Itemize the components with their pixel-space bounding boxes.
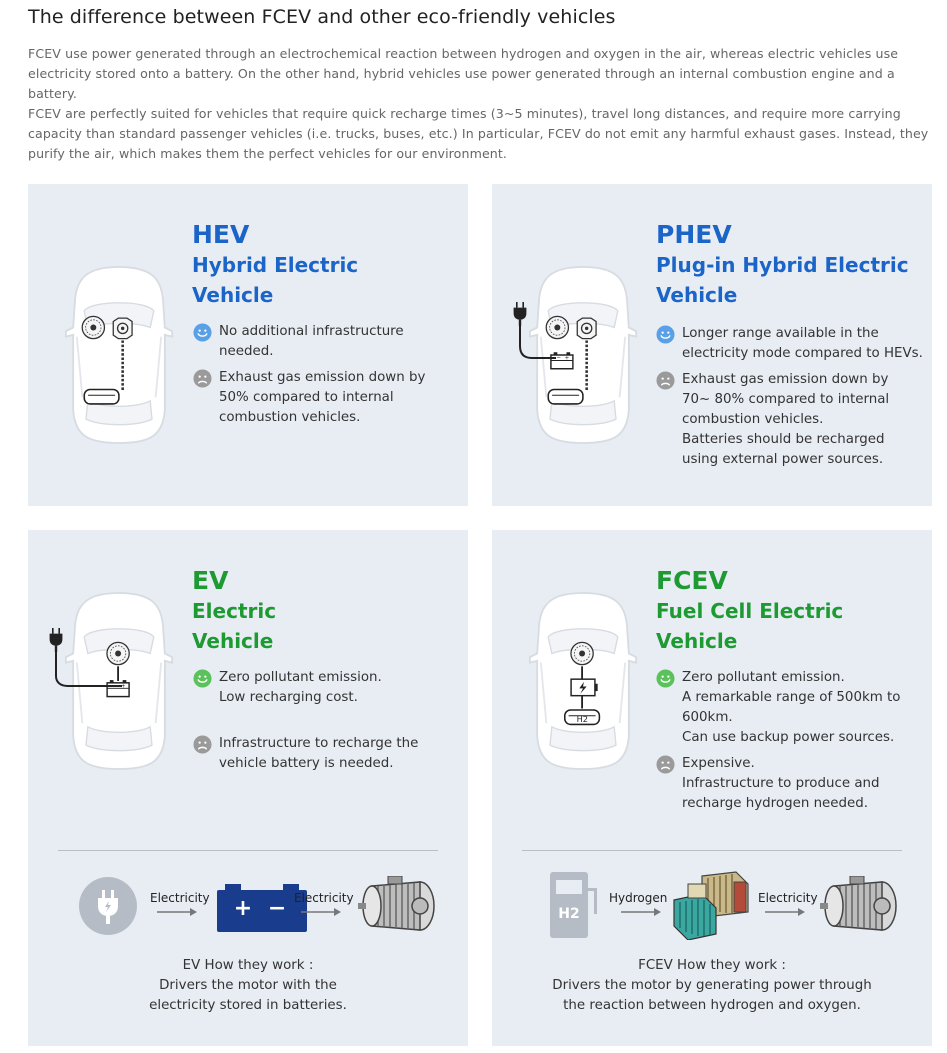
fcev-divider xyxy=(522,850,902,851)
hev-abbr: HEV xyxy=(192,220,250,249)
ev-plug-icon xyxy=(44,628,124,694)
fcev-con-row xyxy=(656,754,930,814)
ev-panel xyxy=(28,530,468,1046)
hev-con-text: Exhaust gas emission down by 50% compared to internal combustion vehicles. xyxy=(219,370,426,425)
fcev-car-diagram xyxy=(528,576,638,786)
arrow-right-icon xyxy=(156,907,198,917)
ev-flow-label-1: Electricity xyxy=(150,891,210,905)
hev-con-row xyxy=(193,368,463,428)
fcev-flow-label-1: Hydrogen xyxy=(609,891,668,905)
arrow-right-icon xyxy=(764,907,806,917)
fcev-abbr: FCEV xyxy=(656,566,728,595)
happy-face-icon xyxy=(656,669,675,688)
page-heading: The difference between FCEV and other eco-friendly vehicles xyxy=(28,6,616,28)
phev-plug-icon xyxy=(508,302,558,366)
phev-name-line2: Vehicle xyxy=(656,283,738,307)
hev-name-line2: Vehicle xyxy=(192,283,274,307)
electric-motor-icon xyxy=(820,876,900,936)
hev-pro-text: No additional infrastructure needed. xyxy=(219,324,404,359)
fcev-panel xyxy=(492,530,932,1046)
ev-pro-row xyxy=(193,668,463,708)
hev-name-line1: Hybrid Electric xyxy=(192,253,359,277)
battery-symbols: + − xyxy=(233,896,291,921)
ev-flow-label-2: Electricity xyxy=(294,891,354,905)
hev-car-diagram xyxy=(64,250,174,460)
fuel-cell-stack-icon xyxy=(672,870,752,940)
fcev-pro-row xyxy=(656,668,930,748)
happy-face-icon xyxy=(193,669,212,688)
phev-panel xyxy=(492,184,932,506)
ev-how-they-work: EV How they work : Drivers the motor with the electricity stored in batteries. xyxy=(149,958,347,1013)
ev-abbr: EV xyxy=(192,566,229,595)
happy-face-icon xyxy=(656,325,675,344)
fcev-flow-label-2: Electricity xyxy=(758,891,818,905)
sad-face-icon xyxy=(656,371,675,390)
arrow-right-icon xyxy=(300,907,342,917)
ev-con-text: Infrastructure to recharge the vehicle battery is needed. xyxy=(219,736,419,771)
fcev-how-they-work: FCEV How they work : Drivers the motor by generating power through the reaction between hydrogen and oxygen. xyxy=(552,958,872,1013)
hydrogen-station-icon xyxy=(550,872,598,938)
hev-pro-row xyxy=(193,322,463,362)
fcev-name-line1: Fuel Cell Electric xyxy=(656,599,844,623)
phev-con-text: Exhaust gas emission down by 70~ 80% compared to internal combustion vehicles. Batteries should be recharged using external power sources. xyxy=(682,372,890,467)
ev-pro-text: Zero pollutant emission. Low recharging cost. xyxy=(219,670,382,705)
intro-paragraph-1: FCEV use power generated through an electrochemical reaction between hydrogen and oxygen in the air, whereas electric vehicles use electricity stored onto a battery. On the other hand, hybrid vehicles use power generated through an internal combustion engine and a battery. xyxy=(28,46,899,101)
phev-pro-text: Longer range available in the electricity mode compared to HEVs. xyxy=(682,326,923,361)
fcev-pro-text: Zero pollutant emission. A remarkable range of 500km to 600km. Can use backup power sources. xyxy=(682,670,901,745)
ev-con-row xyxy=(193,734,463,774)
ev-name-line2: Vehicle xyxy=(192,629,274,653)
sad-face-icon xyxy=(193,369,212,388)
phev-name-line1: Plug-in Hybrid Electric xyxy=(656,253,909,277)
power-plug-icon xyxy=(78,876,138,936)
hydrogen-station-label: H2 xyxy=(558,906,580,922)
hev-panel xyxy=(28,184,468,506)
fcev-name-line2: Vehicle xyxy=(656,629,738,653)
ev-name-line1: Electric xyxy=(192,599,277,623)
phev-pro-row xyxy=(656,324,930,364)
sad-face-icon xyxy=(193,735,212,754)
fcev-con-text: Expensive. Infrastructure to produce and recharge hydrogen needed. xyxy=(682,756,880,811)
phev-abbr: PHEV xyxy=(656,220,732,249)
happy-face-icon xyxy=(193,323,212,342)
phev-con-row xyxy=(656,370,930,470)
intro-paragraph-2: FCEV are perfectly suited for vehicles that require quick recharge times (3~5 minutes), travel long distances, and require more carrying capacity than standard passenger vehicles (i.e. trucks, buses, etc.) In particular, FCEV do not emit any harmful exhaust gases. Instead, they purify the air, which makes them the perfect vehicles for our environment. xyxy=(28,106,929,161)
sad-face-icon xyxy=(656,755,675,774)
fcev-tank-label: H2 xyxy=(576,714,589,725)
arrow-right-icon xyxy=(620,907,662,917)
ev-divider xyxy=(58,850,438,851)
electric-motor-icon xyxy=(358,876,438,936)
